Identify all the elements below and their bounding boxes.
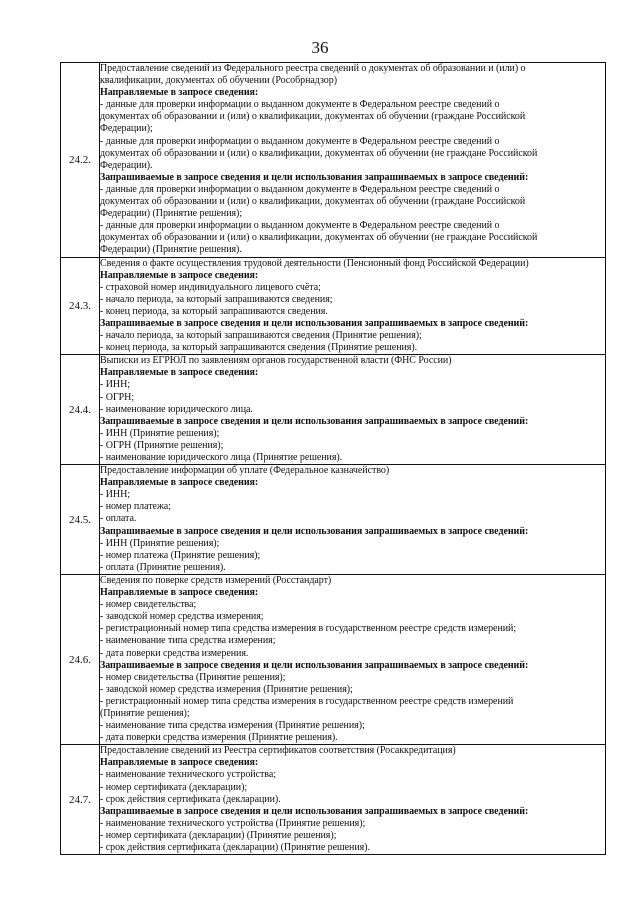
section-heading: Направляемые в запросе сведения: bbox=[100, 757, 259, 769]
section-heading: Запрашиваемые в запросе сведения и цели использования запрашиваемых в запросе сведений: bbox=[100, 659, 529, 671]
section-heading: Направляемые в запросе сведения: bbox=[100, 477, 259, 489]
text-line: - срок действия сертификата (декларации). bbox=[100, 793, 281, 805]
row-number: 24.3. bbox=[61, 257, 100, 355]
table-row bbox=[61, 257, 606, 355]
text-line: документах об образовании и (или) о квалификации, документах об обучении (не граждане Российской bbox=[100, 232, 538, 244]
section-heading: Запрашиваемые в запросе сведения и цели использования запрашиваемых в запросе сведений: bbox=[100, 171, 529, 183]
row-number: 24.4. bbox=[61, 355, 100, 465]
text-line: - данные для проверки информации о выданном документе в Федеральном реестре сведений о bbox=[100, 99, 500, 111]
text-line: (Принятие решения); bbox=[100, 707, 190, 719]
text-line: - данные для проверки информации о выданном документе в Федеральном реестре сведений о bbox=[100, 183, 500, 195]
text-line: - страховой номер индивидуального лицевого счёта; bbox=[100, 281, 321, 293]
text-line: - конец периода, за который запрашиваются сведения (Принятие решения). bbox=[100, 342, 418, 354]
table-row bbox=[61, 745, 606, 855]
text-line: - оплата. bbox=[100, 513, 137, 525]
text-line: - наименование технического устройства (Принятие решения); bbox=[100, 817, 366, 829]
section-heading: Направляемые в запросе сведения: bbox=[100, 87, 259, 99]
requirements-table bbox=[60, 62, 606, 855]
text-line: - регистрационный номер типа средства измерения в государственном реестре средств измерений bbox=[100, 695, 514, 707]
text-line: Федерации). bbox=[100, 159, 153, 171]
page-number: 36 bbox=[311, 38, 329, 57]
row-content bbox=[100, 745, 606, 855]
text-line: - номер платежа; bbox=[100, 501, 171, 513]
text-line: - ОГРН; bbox=[100, 391, 135, 403]
row-content bbox=[100, 355, 606, 465]
table-row bbox=[61, 574, 606, 744]
text-line: - начало периода, за который запрашиваются сведения (Принятие решения); bbox=[100, 330, 422, 342]
text-line: - наименование юридического лица (Принятие решения). bbox=[100, 452, 343, 463]
text-line: Сведения о факте осуществления трудовой деятельности (Пенсионный фонд Российской Федерации) bbox=[100, 257, 529, 269]
text-line: - данные для проверки информации о выданном документе в Федеральном реестре сведений о bbox=[100, 135, 500, 147]
text-line: Федерации) (Принятие решения). bbox=[100, 244, 242, 256]
text-line: - ИНН; bbox=[100, 379, 130, 391]
text-line: - номер сертификата (декларации); bbox=[100, 781, 248, 793]
table-row bbox=[61, 465, 606, 575]
text-line: Федерации); bbox=[100, 123, 153, 135]
text-line: Предоставление сведений из Реестра сертификатов соответствия (Росаккредитация) bbox=[100, 745, 456, 757]
text-line: Предоставление информации об уплате (Федеральное казначейство) bbox=[100, 465, 390, 477]
text-line: - срок действия сертификата (декларации) (Принятие решения). bbox=[100, 842, 370, 853]
text-line: - заводской номер средства измерения (Принятие решения); bbox=[100, 683, 353, 695]
row-content bbox=[100, 465, 606, 575]
row-number: 24.2. bbox=[61, 63, 100, 258]
text-line: Предоставление сведений из Федерального реестра сведений о документах об образовании и (или) о bbox=[100, 63, 526, 74]
text-line: Выписки из ЕГРЮЛ по заявлениям органов государственной власти (ФНС России) bbox=[100, 355, 452, 367]
text-line: - номер свидетельства (Принятие решения); bbox=[100, 671, 286, 683]
text-line: документах об образовании и (или) о квалификации, документах об обучении (не граждане Российской bbox=[100, 147, 538, 159]
text-line: документах об образовании и (или) о квалификации, документах об обучении (граждане Российской bbox=[100, 111, 526, 123]
text-line: - заводской номер средства измерения; bbox=[100, 611, 264, 623]
text-line: - номер сертификата (декларации) (Принятие решения); bbox=[100, 829, 337, 841]
text-line: - ИНН; bbox=[100, 489, 130, 501]
section-heading: Запрашиваемые в запросе сведения и цели использования запрашиваемых в запросе сведений: bbox=[100, 805, 529, 817]
text-line: - номер платежа (Принятие решения); bbox=[100, 549, 261, 561]
section-heading: Направляемые в запросе сведения: bbox=[100, 587, 259, 599]
section-heading: Запрашиваемые в запросе сведения и цели использования запрашиваемых в запросе сведений: bbox=[100, 415, 529, 427]
text-line: - ИНН (Принятие решения); bbox=[100, 537, 220, 549]
text-line: - наименование типа средства измерения; bbox=[100, 635, 276, 647]
text-line: - наименование типа средства измерения (Принятие решения); bbox=[100, 720, 365, 732]
row-number: 24.6. bbox=[61, 574, 100, 744]
row-content bbox=[100, 63, 606, 258]
text-line: квалификации, документах об обучении (Рособрнадзор) bbox=[100, 75, 337, 87]
text-line: - наименование юридического лица. bbox=[100, 403, 253, 415]
table-row bbox=[61, 63, 606, 258]
text-line: - конец периода, за который запрашиваются сведения. bbox=[100, 305, 328, 317]
text-line: - данные для проверки информации о выданном документе в Федеральном реестре сведений о bbox=[100, 220, 500, 232]
text-line: - регистрационный номер типа средства измерения в государственном реестре средств измерений; bbox=[100, 623, 517, 635]
section-heading: Запрашиваемые в запросе сведения и цели использования запрашиваемых в запросе сведений: bbox=[100, 317, 529, 329]
text-line: - оплата (Принятие решения). bbox=[100, 561, 226, 573]
table-body bbox=[61, 63, 606, 855]
text-line: Федерации) (Принятие решения); bbox=[100, 208, 243, 220]
row-content bbox=[100, 574, 606, 744]
text-line: - начало периода, за который запрашиваются сведения; bbox=[100, 293, 333, 305]
row-number: 24.5. bbox=[61, 465, 100, 575]
text-line: документах об образовании и (или) о квалификации, документах об обучении (граждане Российской bbox=[100, 196, 526, 208]
text-line: - номер свидетельства; bbox=[100, 599, 197, 611]
text-line: - дата поверки средства измерения (Принятие решения). bbox=[100, 732, 338, 744]
text-line: - ОГРН (Принятие решения); bbox=[100, 439, 224, 451]
text-line: - ИНН (Принятие решения); bbox=[100, 427, 220, 439]
text-line: Сведения по поверке средств измерений (Росстандарт) bbox=[100, 574, 332, 586]
table-row bbox=[61, 355, 606, 465]
section-heading: Запрашиваемые в запросе сведения и цели использования запрашиваемых в запросе сведений: bbox=[100, 525, 529, 537]
section-heading: Направляемые в запросе сведения: bbox=[100, 367, 259, 379]
text-line: - дата поверки средства измерения. bbox=[100, 647, 249, 659]
row-number: 24.7. bbox=[61, 745, 100, 855]
text-line: - наименование технического устройства; bbox=[100, 769, 276, 781]
row-content bbox=[100, 257, 606, 355]
section-heading: Направляемые в запросе сведения: bbox=[100, 269, 259, 281]
